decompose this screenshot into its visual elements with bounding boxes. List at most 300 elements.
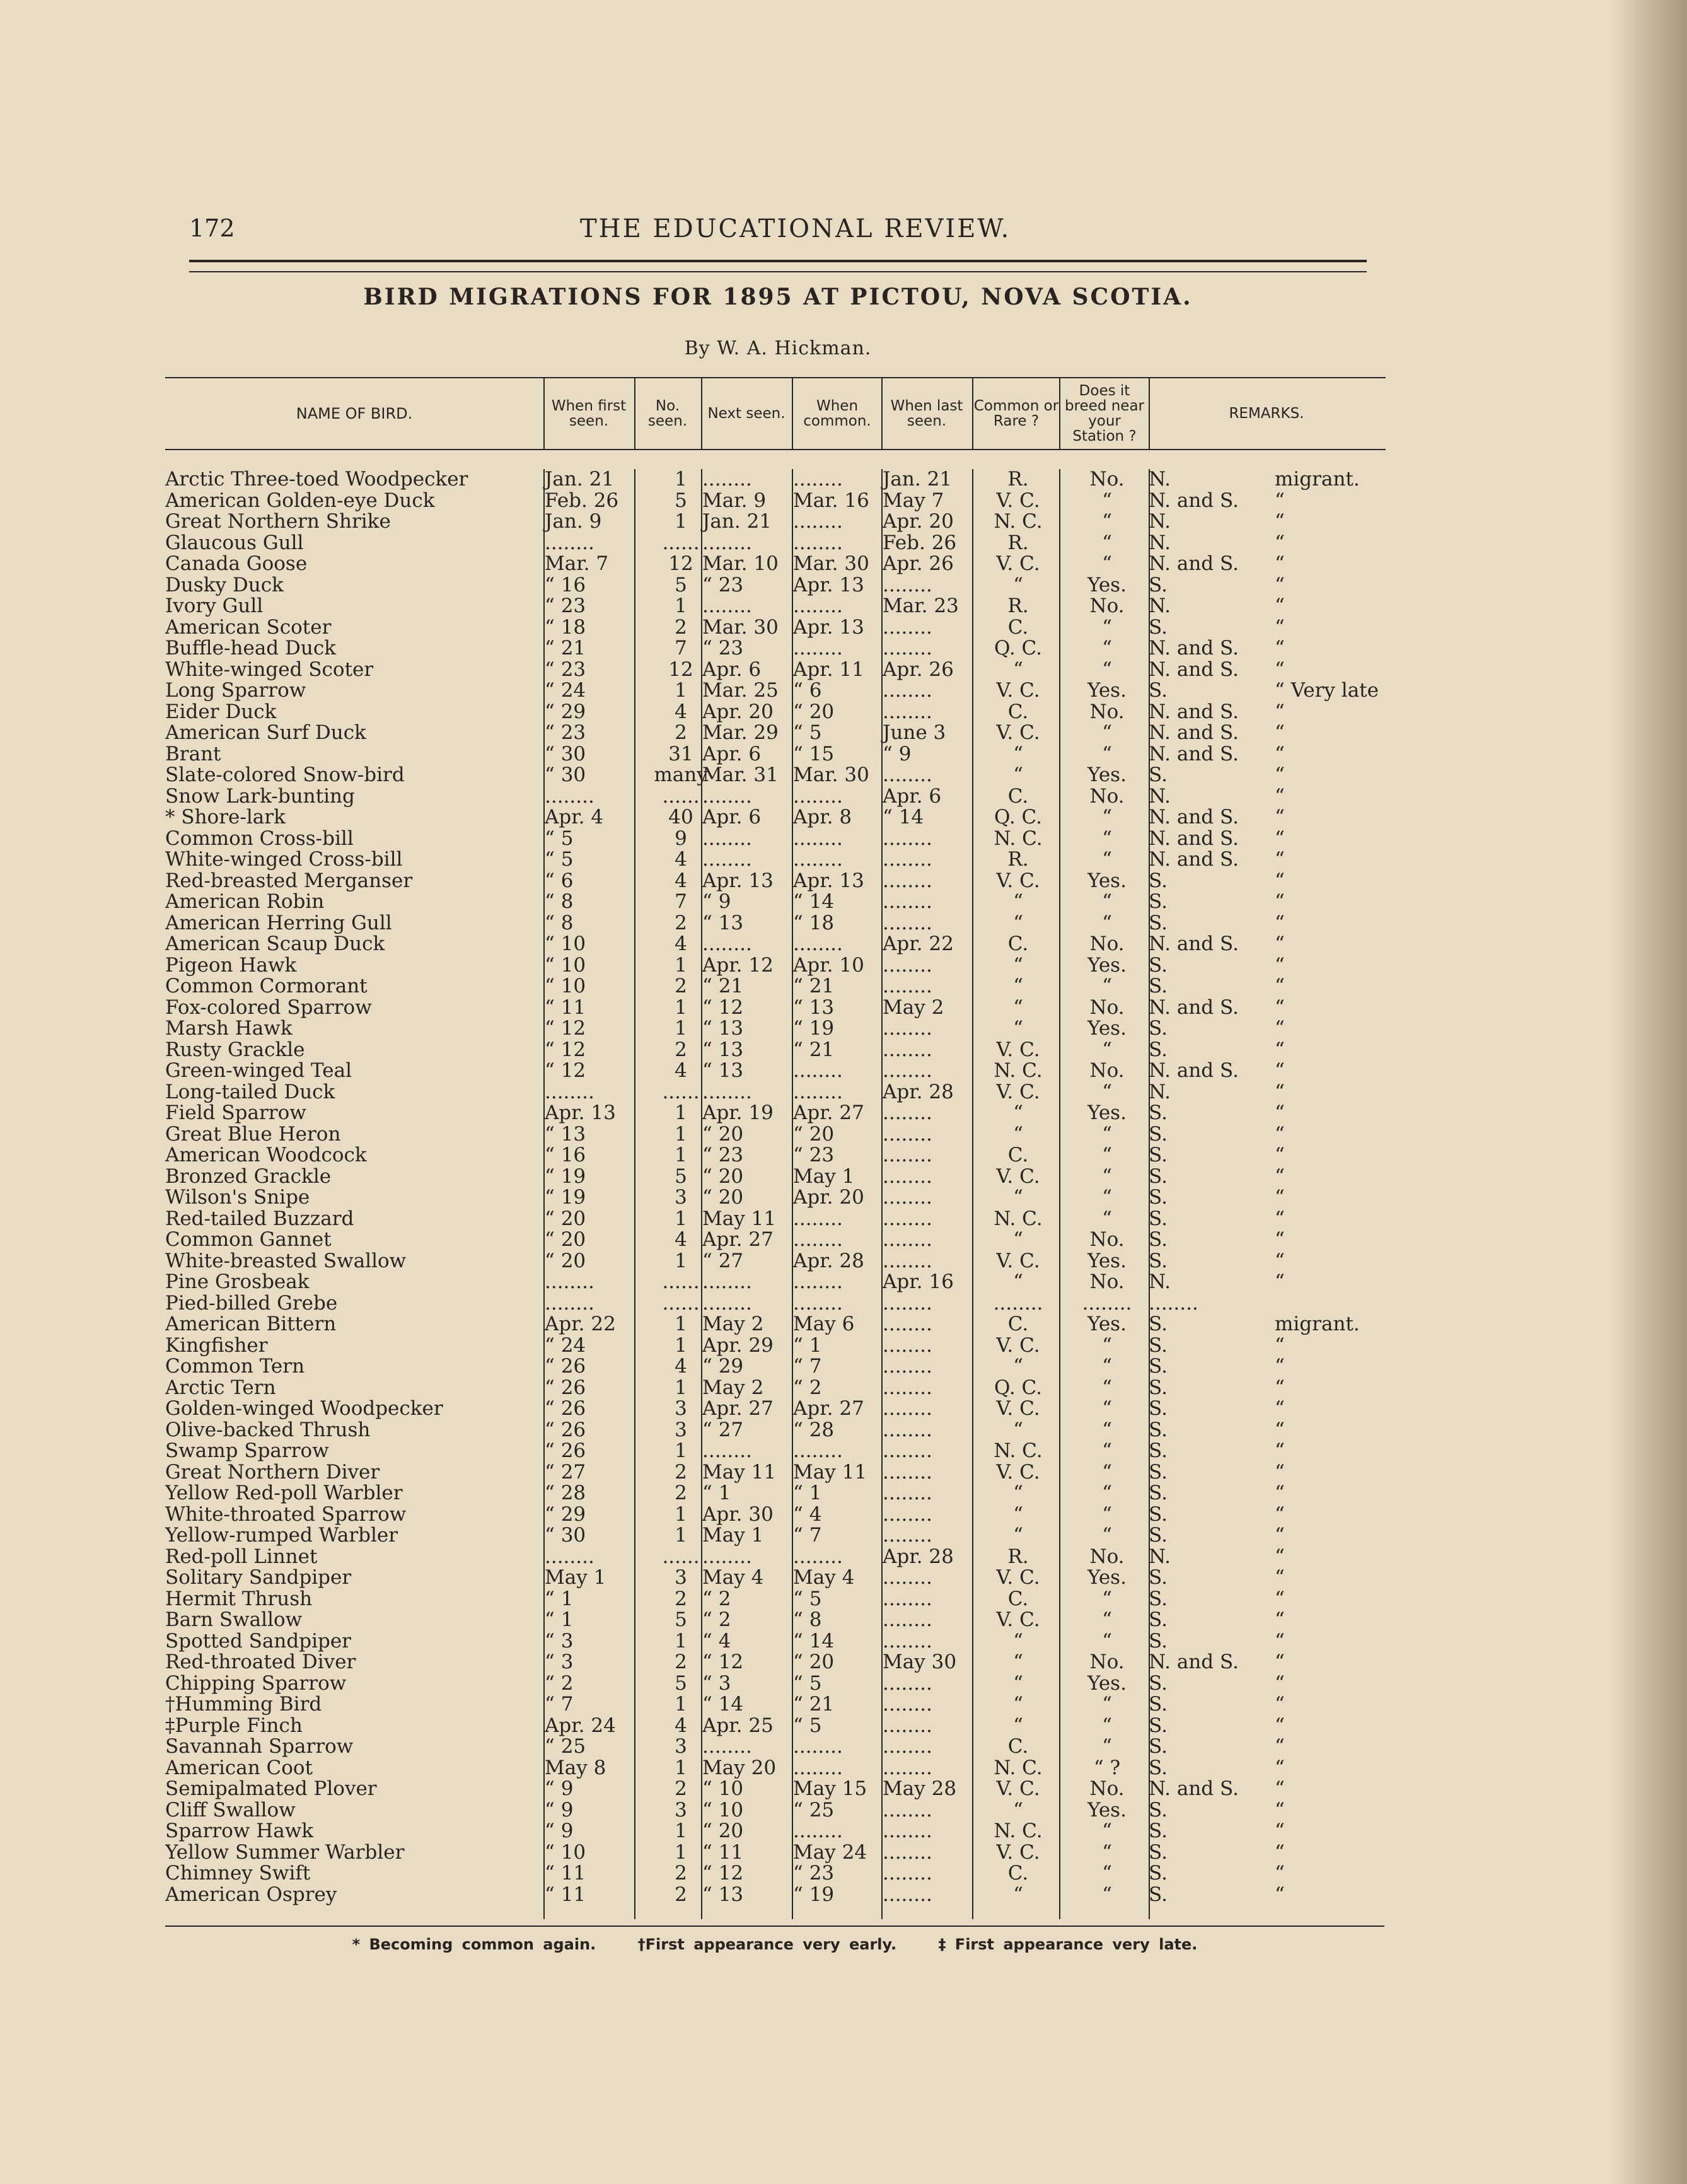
- cell-number-seen: 2: [675, 721, 687, 744]
- cell-common-or-rare: “: [1013, 1671, 1023, 1695]
- cell-common-or-rare: N. C.: [994, 827, 1043, 850]
- cell-bird-name: Golden-winged Woodpecker: [165, 1398, 443, 1420]
- cell-number-seen: 9: [675, 827, 687, 850]
- cell-breeds: No.: [1089, 1228, 1125, 1251]
- cell-remark: “: [1275, 1059, 1285, 1082]
- cell-remark: “: [1275, 890, 1285, 913]
- cell-direction: S.: [1149, 1524, 1168, 1547]
- cell-next-seen: Mar. 10: [702, 552, 779, 575]
- cell-direction: S.: [1149, 1798, 1168, 1821]
- cell-first-seen: Jan. 9: [545, 510, 602, 533]
- cell-next-seen: ........: [702, 1735, 752, 1758]
- cell-bird-name: Green-winged Teal: [165, 1060, 352, 1082]
- cell-first-seen: ........: [545, 1080, 594, 1103]
- cell-first-seen: Feb. 26: [545, 489, 619, 512]
- cell-next-seen: “ 13: [702, 1059, 744, 1082]
- cell-breeds: “: [1102, 806, 1112, 828]
- cell-when-common: May 4: [793, 1566, 855, 1589]
- cell-first-seen: “ 19: [545, 1186, 586, 1209]
- cell-last-seen: ........: [883, 1017, 932, 1040]
- cell-number-seen: 2: [675, 1777, 687, 1800]
- cell-direction: S.: [1149, 1186, 1168, 1209]
- cell-next-seen: “ 11: [702, 1840, 744, 1864]
- cell-next-seen: ........: [702, 531, 752, 554]
- cell-bird-name: Great Blue Heron: [165, 1124, 341, 1145]
- cell-when-common: Apr. 20: [793, 1186, 864, 1209]
- cell-when-common: ........: [793, 784, 843, 808]
- cell-direction: S.: [1149, 1207, 1168, 1230]
- cell-remark: “: [1275, 1186, 1285, 1209]
- cell-bird-name: Cliff Swallow: [165, 1799, 296, 1821]
- cell-direction: ........: [1149, 1291, 1198, 1315]
- cell-bird-name: Red-throated Diver: [165, 1652, 356, 1673]
- cell-remark: “: [1275, 1862, 1285, 1885]
- cell-next-seen: Apr. 29: [702, 1333, 774, 1357]
- cell-next-seen: ........: [702, 595, 752, 617]
- table-row: [165, 1272, 1386, 1293]
- table-row: [165, 849, 1386, 871]
- cell-number-seen: 2: [675, 911, 687, 934]
- cell-remark: “: [1275, 911, 1285, 934]
- cell-when-common: “ 6: [793, 679, 822, 702]
- cell-direction: S.: [1149, 615, 1168, 639]
- cell-direction: S.: [1149, 1418, 1168, 1441]
- cell-bird-name: American Surf Duck: [165, 723, 366, 744]
- cell-next-seen: May 11: [702, 1207, 777, 1230]
- cell-bird-name: American Scoter: [165, 617, 332, 638]
- cell-number-seen: ......: [662, 531, 700, 554]
- cell-when-common: “ 8: [793, 1608, 822, 1631]
- cell-bird-name: Kingfisher: [165, 1335, 268, 1356]
- cell-first-seen: “ 2: [545, 1671, 574, 1695]
- cell-next-seen: “ 2: [702, 1587, 731, 1610]
- cell-when-common: “ 2: [793, 1376, 822, 1399]
- cell-number-seen: 4: [675, 1355, 687, 1378]
- cell-number-seen: many: [654, 764, 708, 786]
- cell-when-common: ........: [793, 1820, 843, 1842]
- cell-remark: migrant.: [1275, 1313, 1360, 1335]
- cell-number-seen: 4: [675, 1714, 687, 1737]
- cell-common-or-rare: V. C.: [996, 1249, 1040, 1272]
- cell-when-common: Apr. 27: [793, 1397, 864, 1420]
- cell-bird-name: Swamp Sparrow: [165, 1441, 329, 1462]
- footnotes: [165, 1936, 1384, 1953]
- table-row: [165, 1187, 1386, 1209]
- col-header-next-seen: Next seen.: [707, 405, 786, 422]
- cell-bird-name: Long Sparrow: [165, 680, 306, 702]
- cell-common-or-rare: R.: [1007, 1545, 1029, 1568]
- cell-common-or-rare: N. C.: [994, 510, 1043, 533]
- cell-bird-name: American Robin: [165, 892, 325, 913]
- cell-remark: “: [1275, 1017, 1285, 1040]
- col-header-remarks: REMARKS.: [1229, 405, 1304, 422]
- table-row: [165, 1652, 1386, 1673]
- cell-breeds: Yes.: [1087, 1671, 1127, 1695]
- cell-next-seen: “ 12: [702, 1651, 744, 1673]
- cell-breeds: “: [1102, 1629, 1112, 1653]
- table-row: [165, 871, 1386, 892]
- cell-bird-name: Sparrow Hawk: [165, 1821, 314, 1842]
- cell-common-or-rare: V. C.: [996, 1608, 1040, 1631]
- cell-direction: S.: [1149, 890, 1168, 913]
- cell-direction: N. and S.: [1149, 806, 1239, 828]
- cell-first-seen: “ 26: [545, 1355, 586, 1378]
- cell-remark: “: [1275, 1122, 1285, 1146]
- cell-last-seen: ........: [883, 1735, 932, 1758]
- col-header-last-seen: When last seen.: [890, 398, 963, 429]
- cell-bird-name: Olive-backed Thrush: [165, 1419, 371, 1441]
- table-row: [165, 1462, 1386, 1484]
- cell-first-seen: Jan. 21: [545, 468, 615, 491]
- cell-remark: “: [1275, 1798, 1285, 1821]
- cell-remark: “: [1275, 489, 1285, 512]
- cell-common-or-rare: “: [1013, 1482, 1023, 1504]
- cell-when-common: “ 21: [793, 1693, 835, 1716]
- cell-first-seen: ........: [545, 1545, 594, 1568]
- cell-remark: “: [1275, 1608, 1285, 1631]
- cell-first-seen: “ 8: [545, 911, 574, 934]
- cell-when-common: “ 21: [793, 975, 835, 997]
- cell-bird-name: Fox-colored Sparrow: [165, 997, 372, 1018]
- cell-bird-name: Marsh Hawk: [165, 1018, 293, 1040]
- cell-direction: S.: [1149, 1502, 1168, 1526]
- cell-bird-name: Common Tern: [165, 1356, 305, 1378]
- table-row: [165, 1821, 1386, 1842]
- cell-breeds: ........: [1082, 1291, 1132, 1315]
- cell-when-common: “ 25: [793, 1798, 835, 1821]
- cell-last-seen: “ 9: [883, 742, 912, 765]
- cell-when-common: “ 1: [793, 1333, 822, 1357]
- cell-remark: “: [1275, 953, 1285, 977]
- cell-common-or-rare: ........: [993, 1291, 1043, 1315]
- cell-breeds: “: [1102, 1376, 1112, 1399]
- cell-bird-name: Red-tailed Buzzard: [165, 1208, 354, 1229]
- cell-remark: “: [1275, 1777, 1285, 1800]
- cell-first-seen: “ 24: [545, 679, 586, 702]
- cell-number-seen: 1: [675, 1376, 687, 1399]
- cell-last-seen: ........: [883, 1502, 932, 1526]
- cell-number-seen: 31: [668, 742, 693, 765]
- cell-direction: S.: [1149, 1165, 1168, 1188]
- cell-remark: “: [1275, 1439, 1285, 1462]
- cell-common-or-rare: V. C.: [996, 1460, 1040, 1484]
- cell-common-or-rare: C.: [1007, 784, 1029, 808]
- cell-number-seen: 1: [675, 953, 687, 977]
- cell-number-seen: 3: [675, 1566, 687, 1589]
- cell-breeds: “: [1102, 1883, 1112, 1906]
- cell-when-common: “ 23: [793, 1144, 835, 1166]
- cell-last-seen: ........: [883, 1524, 932, 1547]
- cell-number-seen: 2: [675, 1038, 687, 1061]
- table-row: [165, 1863, 1386, 1885]
- cell-first-seen: “ 16: [545, 573, 586, 596]
- cell-first-seen: ........: [545, 1291, 594, 1315]
- cell-next-seen: May 20: [702, 1756, 777, 1779]
- cell-next-seen: ........: [702, 1439, 752, 1462]
- cell-direction: S.: [1149, 1355, 1168, 1378]
- table-row: [165, 680, 1386, 702]
- journal-title: THE EDUCATIONAL REVIEW.: [580, 214, 1011, 243]
- cell-next-seen: “ 23: [702, 637, 744, 659]
- cell-number-seen: 5: [675, 1165, 687, 1188]
- cell-breeds: No.: [1089, 468, 1125, 491]
- cell-next-seen: Apr. 25: [702, 1714, 774, 1737]
- cell-last-seen: ........: [883, 1165, 932, 1188]
- cell-next-seen: “ 10: [702, 1798, 744, 1821]
- cell-remark: “: [1275, 1671, 1285, 1695]
- cell-common-or-rare: “: [1013, 573, 1023, 596]
- cell-first-seen: ........: [545, 784, 594, 808]
- cell-last-seen: May 30: [883, 1651, 957, 1673]
- cell-bird-name: Common Cross-bill: [165, 828, 354, 849]
- cell-first-seen: “ 7: [545, 1693, 574, 1716]
- cell-common-or-rare: “: [1013, 1798, 1023, 1821]
- cell-breeds: “: [1102, 1587, 1112, 1610]
- table-row: [165, 1335, 1386, 1357]
- cell-remark: “: [1275, 595, 1285, 617]
- footnote-double-dagger: ‡ First appearance very late.: [938, 1936, 1198, 1953]
- cell-bird-name: Common Gannet: [165, 1229, 332, 1251]
- cell-next-seen: “ 12: [702, 996, 744, 1019]
- cell-first-seen: “ 9: [545, 1798, 574, 1821]
- cell-when-common: Apr. 10: [793, 953, 864, 977]
- cell-number-seen: 1: [675, 1122, 687, 1146]
- cell-common-or-rare: Q. C.: [994, 806, 1043, 828]
- cell-next-seen: “ 14: [702, 1693, 744, 1716]
- cell-breeds: Yes.: [1087, 573, 1127, 596]
- running-head: [189, 214, 1374, 252]
- cell-bird-name: Eider Duck: [165, 701, 277, 723]
- cell-remark: “: [1275, 1038, 1285, 1061]
- cell-breeds: “: [1102, 1333, 1112, 1357]
- cell-number-seen: 2: [675, 975, 687, 997]
- cell-direction: S.: [1149, 1608, 1168, 1631]
- cell-remark: “: [1275, 1756, 1285, 1779]
- cell-number-seen: 1: [675, 1820, 687, 1842]
- cell-last-seen: ........: [883, 1439, 932, 1462]
- cell-last-seen: Apr. 26: [883, 552, 954, 575]
- cell-remark: “: [1275, 848, 1285, 871]
- cell-breeds: No.: [1089, 784, 1125, 808]
- cell-next-seen: “ 20: [702, 1186, 744, 1209]
- cell-breeds: “: [1102, 1207, 1112, 1230]
- cell-last-seen: ........: [883, 1418, 932, 1441]
- cell-direction: N. and S.: [1149, 721, 1239, 744]
- cell-breeds: Yes.: [1087, 1017, 1127, 1040]
- cell-remark: “: [1275, 1270, 1285, 1293]
- cell-common-or-rare: “: [1013, 1355, 1023, 1378]
- cell-first-seen: “ 25: [545, 1735, 586, 1758]
- cell-next-seen: “ 2: [702, 1608, 731, 1631]
- cell-common-or-rare: “: [1013, 953, 1023, 977]
- cell-number-seen: 2: [675, 1587, 687, 1610]
- cell-breeds: “: [1102, 1439, 1112, 1462]
- cell-when-common: “ 14: [793, 890, 835, 913]
- table-row: [165, 1018, 1386, 1040]
- cell-next-seen: ........: [702, 1080, 752, 1103]
- cell-breeds: “: [1102, 510, 1112, 533]
- cell-remark: “: [1275, 827, 1285, 850]
- cell-next-seen: Apr. 19: [702, 1101, 774, 1124]
- cell-when-common: Apr. 13: [793, 869, 864, 892]
- cell-last-seen: ........: [883, 869, 932, 892]
- cell-breeds: “: [1102, 975, 1112, 997]
- cell-breeds: “: [1102, 1080, 1112, 1103]
- table-row: [165, 1356, 1386, 1378]
- table-row: [165, 1800, 1386, 1821]
- cell-breeds: “: [1102, 721, 1112, 744]
- cell-bird-name: Solitary Sandpiper: [165, 1567, 352, 1589]
- cell-breeds: “: [1102, 1840, 1112, 1864]
- cell-next-seen: “ 20: [702, 1122, 744, 1146]
- cell-number-seen: 2: [675, 1651, 687, 1673]
- cell-remark: “: [1275, 742, 1285, 765]
- table-row: [165, 1040, 1386, 1061]
- cell-breeds: “: [1102, 1144, 1112, 1166]
- cell-next-seen: ........: [702, 784, 752, 808]
- cell-breeds: “: [1102, 1862, 1112, 1885]
- cell-last-seen: ........: [883, 1756, 932, 1779]
- cell-common-or-rare: “: [1013, 1017, 1023, 1040]
- cell-remark: “: [1275, 573, 1285, 596]
- cell-breeds: “: [1102, 1122, 1112, 1146]
- cell-breeds: No.: [1089, 700, 1125, 723]
- table-row: [165, 1694, 1386, 1716]
- cell-last-seen: Apr. 28: [883, 1545, 954, 1568]
- cell-direction: S.: [1149, 1249, 1168, 1272]
- cell-bird-name: Pied-billed Grebe: [165, 1292, 338, 1314]
- cell-first-seen: ........: [545, 531, 594, 554]
- cell-direction: S.: [1149, 1587, 1168, 1610]
- cell-remark: “: [1275, 1545, 1285, 1568]
- cell-first-seen: “ 20: [545, 1228, 586, 1251]
- table-row: [165, 913, 1386, 934]
- cell-bird-name: American Coot: [165, 1757, 313, 1779]
- cell-common-or-rare: “: [1013, 1883, 1023, 1906]
- cell-direction: N. and S.: [1149, 552, 1239, 575]
- cell-remark: “: [1275, 1397, 1285, 1420]
- col-divider: [972, 378, 973, 449]
- cell-first-seen: “ 11: [545, 996, 586, 1019]
- cell-first-seen: Apr. 24: [545, 1714, 616, 1737]
- cell-bird-name: Red-poll Linnet: [165, 1546, 318, 1567]
- cell-bird-name: White-breasted Swallow: [165, 1250, 407, 1272]
- cell-when-common: “ 19: [793, 1017, 835, 1040]
- cell-bird-name: American Bittern: [165, 1314, 337, 1335]
- cell-common-or-rare: R.: [1007, 595, 1029, 617]
- cell-when-common: ........: [793, 848, 843, 871]
- table-row: [165, 575, 1386, 596]
- cell-last-seen: ........: [883, 1333, 932, 1357]
- migration-table: [165, 377, 1386, 1905]
- cell-remark: “: [1275, 764, 1285, 786]
- cell-common-or-rare: V. C.: [996, 1397, 1040, 1420]
- cell-breeds: No.: [1089, 1545, 1125, 1568]
- cell-breeds: Yes.: [1087, 764, 1127, 786]
- cell-direction: N. and S.: [1149, 700, 1239, 723]
- cell-first-seen: “ 24: [545, 1333, 586, 1357]
- cell-number-seen: 1: [675, 679, 687, 702]
- cell-number-seen: 1: [675, 510, 687, 533]
- cell-number-seen: 2: [675, 1460, 687, 1484]
- cell-first-seen: “ 30: [545, 1524, 586, 1547]
- cell-remark: “: [1275, 932, 1285, 955]
- cell-common-or-rare: “: [1013, 911, 1023, 934]
- col-divider: [881, 378, 883, 449]
- cell-next-seen: “ 13: [702, 1017, 744, 1040]
- cell-first-seen: “ 12: [545, 1038, 586, 1061]
- cell-remark: “: [1275, 1651, 1285, 1673]
- cell-remark: “: [1275, 658, 1285, 681]
- cell-common-or-rare: “: [1013, 1502, 1023, 1526]
- table-row: [165, 1525, 1386, 1547]
- table-row: [165, 554, 1386, 575]
- cell-bird-name: * Shore-lark: [165, 807, 286, 828]
- header-double-rule: [189, 260, 1367, 272]
- cell-remark: “: [1275, 1502, 1285, 1526]
- cell-when-common: “ 20: [793, 700, 835, 723]
- cell-next-seen: May 4: [702, 1566, 764, 1589]
- cell-bird-name: Rusty Grackle: [165, 1039, 305, 1060]
- cell-bird-name: Common Cormorant: [165, 976, 368, 997]
- cell-first-seen: “ 9: [545, 1777, 574, 1800]
- table-row: [165, 1229, 1386, 1251]
- cell-bird-name: Great Northern Shrike: [165, 511, 391, 533]
- cell-number-seen: ......: [662, 784, 700, 808]
- cell-when-common: Apr. 11: [793, 658, 864, 681]
- cell-bird-name: Arctic Three-toed Woodpecker: [165, 469, 468, 491]
- table-row: [165, 1885, 1386, 1906]
- cell-common-or-rare: R.: [1007, 468, 1029, 491]
- cell-when-common: ........: [793, 1756, 843, 1779]
- cell-direction: S.: [1149, 1735, 1168, 1758]
- cell-direction: S.: [1149, 1038, 1168, 1061]
- cell-number-seen: ......: [662, 1080, 700, 1103]
- cell-last-seen: ........: [883, 637, 932, 659]
- table-row: [165, 1610, 1386, 1631]
- table-row: [165, 955, 1386, 977]
- cell-breeds: “: [1102, 1714, 1112, 1737]
- table-row: [165, 723, 1386, 744]
- cell-breeds: Yes.: [1087, 1313, 1127, 1335]
- cell-number-seen: 1: [675, 1313, 687, 1335]
- cell-number-seen: 7: [675, 890, 687, 913]
- cell-common-or-rare: C.: [1007, 1735, 1029, 1758]
- cell-common-or-rare: N. C.: [994, 1756, 1043, 1779]
- cell-breeds: No.: [1089, 1059, 1125, 1082]
- cell-first-seen: “ 23: [545, 721, 586, 744]
- cell-next-seen: ........: [702, 1545, 752, 1568]
- cell-last-seen: ........: [883, 573, 932, 596]
- cell-direction: N. and S.: [1149, 1651, 1239, 1673]
- cell-last-seen: ........: [883, 1376, 932, 1399]
- cell-last-seen: ........: [883, 615, 932, 639]
- cell-number-seen: 1: [675, 1333, 687, 1357]
- cell-next-seen: Apr. 13: [702, 869, 774, 892]
- footnote-dagger: †First appearance very early.: [637, 1936, 897, 1953]
- cell-remark: “: [1275, 1207, 1285, 1230]
- cell-direction: N.: [1149, 510, 1171, 533]
- cell-number-seen: 1: [675, 1144, 687, 1166]
- cell-last-seen: ........: [883, 1460, 932, 1484]
- cell-remark: “: [1275, 1629, 1285, 1653]
- cell-common-or-rare: C.: [1007, 1862, 1029, 1885]
- cell-last-seen: Apr. 26: [883, 658, 954, 681]
- cell-next-seen: Mar. 9: [702, 489, 767, 512]
- cell-remark: “: [1275, 1080, 1285, 1103]
- cell-first-seen: “ 30: [545, 764, 586, 786]
- cell-direction: N. and S.: [1149, 658, 1239, 681]
